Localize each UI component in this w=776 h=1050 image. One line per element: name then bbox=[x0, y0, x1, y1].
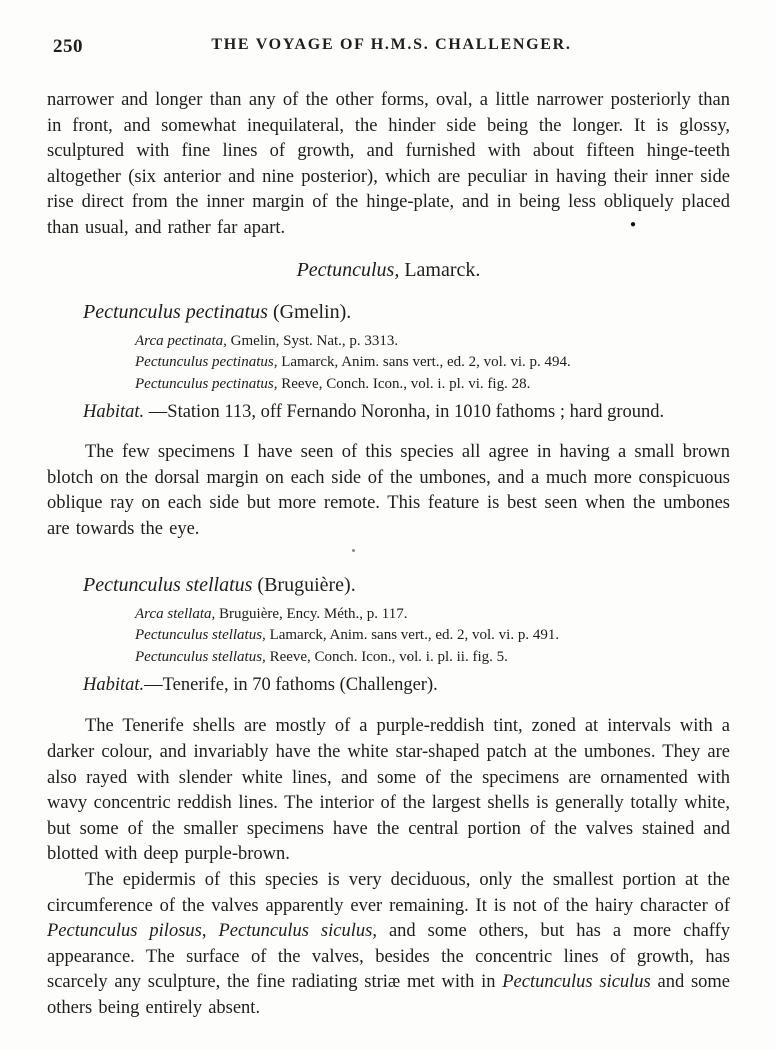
synonymy-list-pectinatus bbox=[47, 331, 730, 396]
running-title: THE VOYAGE OF H.M.S. CHALLENGER. bbox=[211, 36, 572, 53]
habitat-line-stellatus: Habitat.—Tenerife, in 70 fathoms (Challenger). bbox=[83, 674, 438, 695]
genus-heading: Pectunculus, Lamarck. bbox=[296, 258, 481, 281]
synonymy-entry: Arca stellata, Bruguière, Ency. Méth., p. 117. bbox=[135, 605, 408, 622]
synonymy-entry: Pectunculus stellatus, Lamarck, Anim. sans vert., ed. 2, vol. vi. p. 491. bbox=[135, 627, 560, 644]
synonymy-entry: Pectunculus stellatus, Reeve, Conch. Icon., vol. i. pl. ii. fig. 5. bbox=[135, 649, 508, 666]
page-header bbox=[53, 36, 730, 60]
species-heading-pectinatus: Pectunculus pectinatus (Gmelin). bbox=[83, 300, 352, 323]
synonymy-list-stellatus bbox=[47, 604, 730, 669]
synonymy-entry: Pectunculus pectinatus, Lamarck, Anim. sans vert., ed. 2, vol. vi. p. 494. bbox=[135, 354, 571, 371]
synonymy-entry: Pectunculus pectinatus, Reeve, Conch. Icon., vol. i. pl. vi. fig. 28. bbox=[135, 375, 531, 392]
page-number: 250 bbox=[53, 36, 83, 57]
ink-dot-artifact: ● bbox=[630, 219, 637, 230]
synonymy-entry: Arca pectinata, Gmelin, Syst. Nat., p. 3313. bbox=[135, 332, 399, 349]
paragraph-continuation: narrower and longer than any of the other forms, oval, a little narrower posteriorly than in front, and somewhat inequilateral, the hinder side being the longer. It is glossy, sculptured with fine lines of growth, and furnished with about fifteen hinge-teeth altogether (six anterior and nine posterior), which are peculiar in having their inner side rise direct from the inner margin of the hinge-plate, and in being less obliquely placed than usual, and rather far apart. bbox=[47, 90, 730, 238]
paragraph-epidermis: The epidermis of this species is very deciduous, only the smallest portion at the circumference of the valves apparently ever remaining. It is not of the hairy character of Pectunculus pilosus, Pectunculus siculus, and some others, but has a more chaffy appearance. The surface of the valves, besides the concentric lines of growth, has scarcely any sculpture, the fine radiating striæ met with in Pectunculus siculus and some others being entirely absent. bbox=[47, 869, 731, 1018]
species-heading-stellatus: Pectunculus stellatus (Bruguière). bbox=[83, 573, 356, 596]
page-body bbox=[47, 58, 730, 1021]
paragraph-tenerife-shells: The Tenerife shells are mostly of a purple-reddish tint, zoned at intervals with a darker colour, and invariably have the white star-shaped patch at the umbones. They are also rayed with slender white lines, and some of the specimens are ornamented with wavy concentric reddish lines. The interior of the largest shells is generally totally white, but some of the smaller specimens have the central portion of the valves stained and blotted with deep purple-brown. bbox=[47, 716, 730, 865]
habitat-line-pectinatus: Habitat. —Station 113, off Fernando Noronha, in 1010 fathoms ; hard ground. bbox=[83, 401, 665, 422]
paragraph-pectinatus: The few specimens I have seen of this species all agree in having a small brown blotch on the dorsal margin on each side of the umbones, and a much more conspicuous oblique ray on each side but more remote. This feature is best seen when the umbones are towards the eye. bbox=[47, 442, 730, 540]
